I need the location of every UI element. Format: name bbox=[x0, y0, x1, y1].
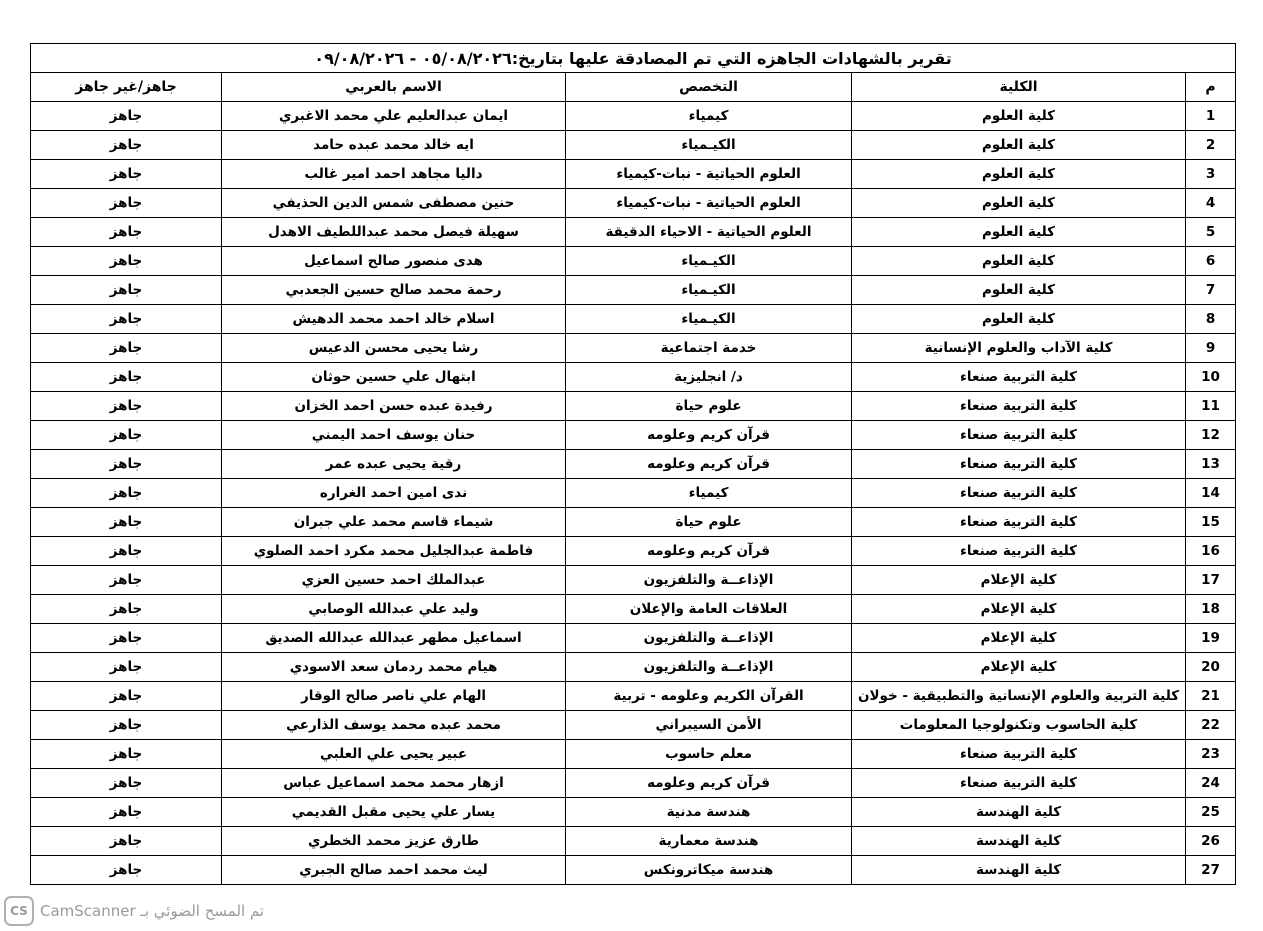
cell-name: هدى منصور صالح اسماعيل bbox=[222, 247, 566, 276]
table-row bbox=[31, 508, 1236, 537]
cell-num: 21 bbox=[1186, 682, 1236, 711]
camscanner-watermark bbox=[4, 896, 264, 926]
cell-college: كلية التربية صنعاء bbox=[852, 508, 1186, 537]
cell-college: كلية الهندسة bbox=[852, 827, 1186, 856]
cell-name: ابتهال علي حسين حوثان bbox=[222, 363, 566, 392]
cell-college: كلية التربية صنعاء bbox=[852, 392, 1186, 421]
table-row bbox=[31, 740, 1236, 769]
table-row bbox=[31, 711, 1236, 740]
cell-status: جاهز bbox=[31, 305, 222, 334]
cell-name: يسار علي يحيى مقبل القديمي bbox=[222, 798, 566, 827]
cell-status: جاهز bbox=[31, 131, 222, 160]
cell-status: جاهز bbox=[31, 479, 222, 508]
cell-num: 8 bbox=[1186, 305, 1236, 334]
table-row bbox=[31, 131, 1236, 160]
cell-specialty: كيمياء bbox=[566, 479, 852, 508]
cell-num: 25 bbox=[1186, 798, 1236, 827]
cell-college: كلية العلوم bbox=[852, 247, 1186, 276]
header-specialty: التخصص bbox=[566, 73, 852, 102]
cell-status: جاهز bbox=[31, 450, 222, 479]
cell-specialty: الأمن السيبراني bbox=[566, 711, 852, 740]
cell-specialty: علوم حياة bbox=[566, 508, 852, 537]
cell-specialty: علوم حياة bbox=[566, 392, 852, 421]
cell-college: كلية الحاسوب وتكنولوجيا المعلومات bbox=[852, 711, 1186, 740]
cell-college: كلية الآداب والعلوم الإنسانية bbox=[852, 334, 1186, 363]
table-row bbox=[31, 798, 1236, 827]
cell-specialty: العلوم الحياتية - نبات-كيمياء bbox=[566, 160, 852, 189]
cell-num: 18 bbox=[1186, 595, 1236, 624]
cell-college: كلية التربية صنعاء bbox=[852, 421, 1186, 450]
cell-specialty: الإذاعــة والتلفزيون bbox=[566, 566, 852, 595]
cell-num: 6 bbox=[1186, 247, 1236, 276]
cell-status: جاهز bbox=[31, 247, 222, 276]
table-body bbox=[31, 102, 1236, 885]
cell-name: هيام محمد ردمان سعد الاسودي bbox=[222, 653, 566, 682]
cell-college: كلية العلوم bbox=[852, 276, 1186, 305]
cell-num: 9 bbox=[1186, 334, 1236, 363]
cell-college: كلية العلوم bbox=[852, 218, 1186, 247]
table-row bbox=[31, 566, 1236, 595]
cell-status: جاهز bbox=[31, 769, 222, 798]
cell-num: 7 bbox=[1186, 276, 1236, 305]
cell-status: جاهز bbox=[31, 856, 222, 885]
cell-college: كلية التربية والعلوم الإنسانية والتطبيقية - خولان bbox=[852, 682, 1186, 711]
cell-name: شيماء قاسم محمد علي جبران bbox=[222, 508, 566, 537]
report-title: تقرير بالشهادات الجاهزه التي تم المصادقة عليها بتاريخ:٠٥/٠٨/٢٠٢٦ - ٠٩/٠٨/٢٠٢٦ bbox=[31, 44, 1236, 73]
cell-status: جاهز bbox=[31, 276, 222, 305]
cell-specialty: هندسة معمارية bbox=[566, 827, 852, 856]
table-row bbox=[31, 595, 1236, 624]
cell-specialty: الإذاعــة والتلفزيون bbox=[566, 624, 852, 653]
watermark-text: تم المسح الضوئي بـ CamScanner bbox=[40, 902, 265, 920]
cell-num: 17 bbox=[1186, 566, 1236, 595]
cell-status: جاهز bbox=[31, 218, 222, 247]
cell-name: فاطمة عبدالجليل محمد مكرد احمد الصلوي bbox=[222, 537, 566, 566]
cell-college: كلية العلوم bbox=[852, 189, 1186, 218]
cell-num: 27 bbox=[1186, 856, 1236, 885]
cell-college: كلية التربية صنعاء bbox=[852, 450, 1186, 479]
cell-num: 12 bbox=[1186, 421, 1236, 450]
cell-college: كلية التربية صنعاء bbox=[852, 769, 1186, 798]
cell-name: اسماعيل مطهر عبدالله عبدالله الصديق bbox=[222, 624, 566, 653]
cell-college: كلية الإعلام bbox=[852, 566, 1186, 595]
cell-specialty: الكيـمياء bbox=[566, 247, 852, 276]
cell-num: 10 bbox=[1186, 363, 1236, 392]
cell-num: 15 bbox=[1186, 508, 1236, 537]
cell-name: ايمان عبدالعليم علي محمد الاغبري bbox=[222, 102, 566, 131]
camscanner-logo-icon: CS bbox=[4, 896, 34, 926]
cell-specialty: هندسة مدنية bbox=[566, 798, 852, 827]
cell-college: كلية الهندسة bbox=[852, 798, 1186, 827]
cell-status: جاهز bbox=[31, 595, 222, 624]
cell-specialty: الإذاعــة والتلفزيون bbox=[566, 653, 852, 682]
cell-specialty: العلوم الحياتية - نبات-كيمياء bbox=[566, 189, 852, 218]
cell-status: جاهز bbox=[31, 363, 222, 392]
cell-specialty: الكيـمياء bbox=[566, 131, 852, 160]
cell-num: 19 bbox=[1186, 624, 1236, 653]
report-sheet bbox=[30, 43, 1235, 885]
cell-college: كلية العلوم bbox=[852, 131, 1186, 160]
cell-status: جاهز bbox=[31, 189, 222, 218]
cell-status: جاهز bbox=[31, 682, 222, 711]
table-row bbox=[31, 334, 1236, 363]
cell-college: كلية الإعلام bbox=[852, 595, 1186, 624]
cell-num: 24 bbox=[1186, 769, 1236, 798]
table-row bbox=[31, 247, 1236, 276]
table-row bbox=[31, 218, 1236, 247]
cell-num: 22 bbox=[1186, 711, 1236, 740]
header-row bbox=[31, 73, 1236, 102]
cell-num: 14 bbox=[1186, 479, 1236, 508]
table-row bbox=[31, 276, 1236, 305]
cell-specialty: خدمة اجتماعية bbox=[566, 334, 852, 363]
title-row bbox=[31, 44, 1236, 73]
header-college: الكلية bbox=[852, 73, 1186, 102]
certificates-table bbox=[30, 43, 1236, 885]
cell-college: كلية العلوم bbox=[852, 160, 1186, 189]
cell-num: 4 bbox=[1186, 189, 1236, 218]
cell-num: 23 bbox=[1186, 740, 1236, 769]
cell-college: كلية العلوم bbox=[852, 102, 1186, 131]
cell-name: اسلام خالد احمد محمد الدهيش bbox=[222, 305, 566, 334]
cell-specialty: قرآن كريم وعلومه bbox=[566, 450, 852, 479]
cell-specialty: هندسة ميكاترونكس bbox=[566, 856, 852, 885]
table-row bbox=[31, 421, 1236, 450]
table-row bbox=[31, 450, 1236, 479]
cell-name: عبدالملك احمد حسين العزي bbox=[222, 566, 566, 595]
cell-name: وليد علي عبدالله الوصابي bbox=[222, 595, 566, 624]
table-row bbox=[31, 856, 1236, 885]
cell-name: ايه خالد محمد عبده حامد bbox=[222, 131, 566, 160]
cell-status: جاهز bbox=[31, 102, 222, 131]
cell-name: رفيدة عبده حسن احمد الخزان bbox=[222, 392, 566, 421]
cell-name: طارق عزيز محمد الخطري bbox=[222, 827, 566, 856]
cell-name: ليث محمد احمد صالح الجبري bbox=[222, 856, 566, 885]
table-row bbox=[31, 682, 1236, 711]
cell-college: كلية الإعلام bbox=[852, 624, 1186, 653]
table-row bbox=[31, 392, 1236, 421]
cell-status: جاهز bbox=[31, 160, 222, 189]
cell-name: حنين مصطفى شمس الدين الحذيفي bbox=[222, 189, 566, 218]
cell-college: كلية الإعلام bbox=[852, 653, 1186, 682]
table-row bbox=[31, 624, 1236, 653]
cell-status: جاهز bbox=[31, 798, 222, 827]
cell-name: سهيلة فيصل محمد عبداللطيف الاهدل bbox=[222, 218, 566, 247]
cell-college: كلية التربية صنعاء bbox=[852, 479, 1186, 508]
header-name: الاسم بالعربي bbox=[222, 73, 566, 102]
header-status: جاهز/غير جاهز bbox=[31, 73, 222, 102]
cell-name: رشا يحيى محسن الدعيس bbox=[222, 334, 566, 363]
cell-name: عبير يحيى علي العلبي bbox=[222, 740, 566, 769]
cell-name: داليا مجاهد احمد امير غالب bbox=[222, 160, 566, 189]
cell-specialty: قرآن كريم وعلومه bbox=[566, 537, 852, 566]
cell-specialty: كيمياء bbox=[566, 102, 852, 131]
cell-college: كلية العلوم bbox=[852, 305, 1186, 334]
table-row bbox=[31, 537, 1236, 566]
cell-num: 26 bbox=[1186, 827, 1236, 856]
cell-num: 3 bbox=[1186, 160, 1236, 189]
cell-num: 2 bbox=[1186, 131, 1236, 160]
cell-name: ازهار محمد محمد اسماعيل عباس bbox=[222, 769, 566, 798]
cell-num: 1 bbox=[1186, 102, 1236, 131]
cell-status: جاهز bbox=[31, 392, 222, 421]
cell-status: جاهز bbox=[31, 421, 222, 450]
cell-name: الهام علي ناصر صالح الوقار bbox=[222, 682, 566, 711]
cell-specialty: د/ انجليزية bbox=[566, 363, 852, 392]
cell-specialty: العلاقات العامة والإعلان bbox=[566, 595, 852, 624]
table-row bbox=[31, 653, 1236, 682]
cell-specialty: قرآن كريم وعلومه bbox=[566, 769, 852, 798]
table-row bbox=[31, 305, 1236, 334]
cell-status: جاهز bbox=[31, 740, 222, 769]
cell-name: حنان يوسف احمد اليمني bbox=[222, 421, 566, 450]
cell-status: جاهز bbox=[31, 711, 222, 740]
table-row bbox=[31, 479, 1236, 508]
cell-college: كلية التربية صنعاء bbox=[852, 363, 1186, 392]
cell-num: 16 bbox=[1186, 537, 1236, 566]
cell-num: 11 bbox=[1186, 392, 1236, 421]
cell-status: جاهز bbox=[31, 566, 222, 595]
cell-college: كلية التربية صنعاء bbox=[852, 740, 1186, 769]
cell-num: 20 bbox=[1186, 653, 1236, 682]
cell-specialty: الكيـمياء bbox=[566, 305, 852, 334]
cell-status: جاهز bbox=[31, 537, 222, 566]
cell-specialty: معلم حاسوب bbox=[566, 740, 852, 769]
cell-status: جاهز bbox=[31, 653, 222, 682]
cell-num: 13 bbox=[1186, 450, 1236, 479]
cell-status: جاهز bbox=[31, 508, 222, 537]
cell-name: رقية يحيى عبده عمر bbox=[222, 450, 566, 479]
table-row bbox=[31, 363, 1236, 392]
cell-name: محمد عبده محمد يوسف الذارعي bbox=[222, 711, 566, 740]
cell-status: جاهز bbox=[31, 827, 222, 856]
table-row bbox=[31, 160, 1236, 189]
table-row bbox=[31, 189, 1236, 218]
cell-specialty: الكيـمياء bbox=[566, 276, 852, 305]
table-row bbox=[31, 769, 1236, 798]
cell-status: جاهز bbox=[31, 334, 222, 363]
cell-status: جاهز bbox=[31, 624, 222, 653]
cell-specialty: قرآن كريم وعلومه bbox=[566, 421, 852, 450]
header-num: م bbox=[1186, 73, 1236, 102]
cell-num: 5 bbox=[1186, 218, 1236, 247]
cell-specialty: القرآن الكريم وعلومه - تربية bbox=[566, 682, 852, 711]
cell-college: كلية التربية صنعاء bbox=[852, 537, 1186, 566]
cell-specialty: العلوم الحياتية - الاحياء الدقيقة bbox=[566, 218, 852, 247]
cell-college: كلية الهندسة bbox=[852, 856, 1186, 885]
cell-name: ندى امين احمد الغراره bbox=[222, 479, 566, 508]
cell-name: رحمة محمد صالح حسين الجعدبي bbox=[222, 276, 566, 305]
table-row bbox=[31, 827, 1236, 856]
table-row bbox=[31, 102, 1236, 131]
